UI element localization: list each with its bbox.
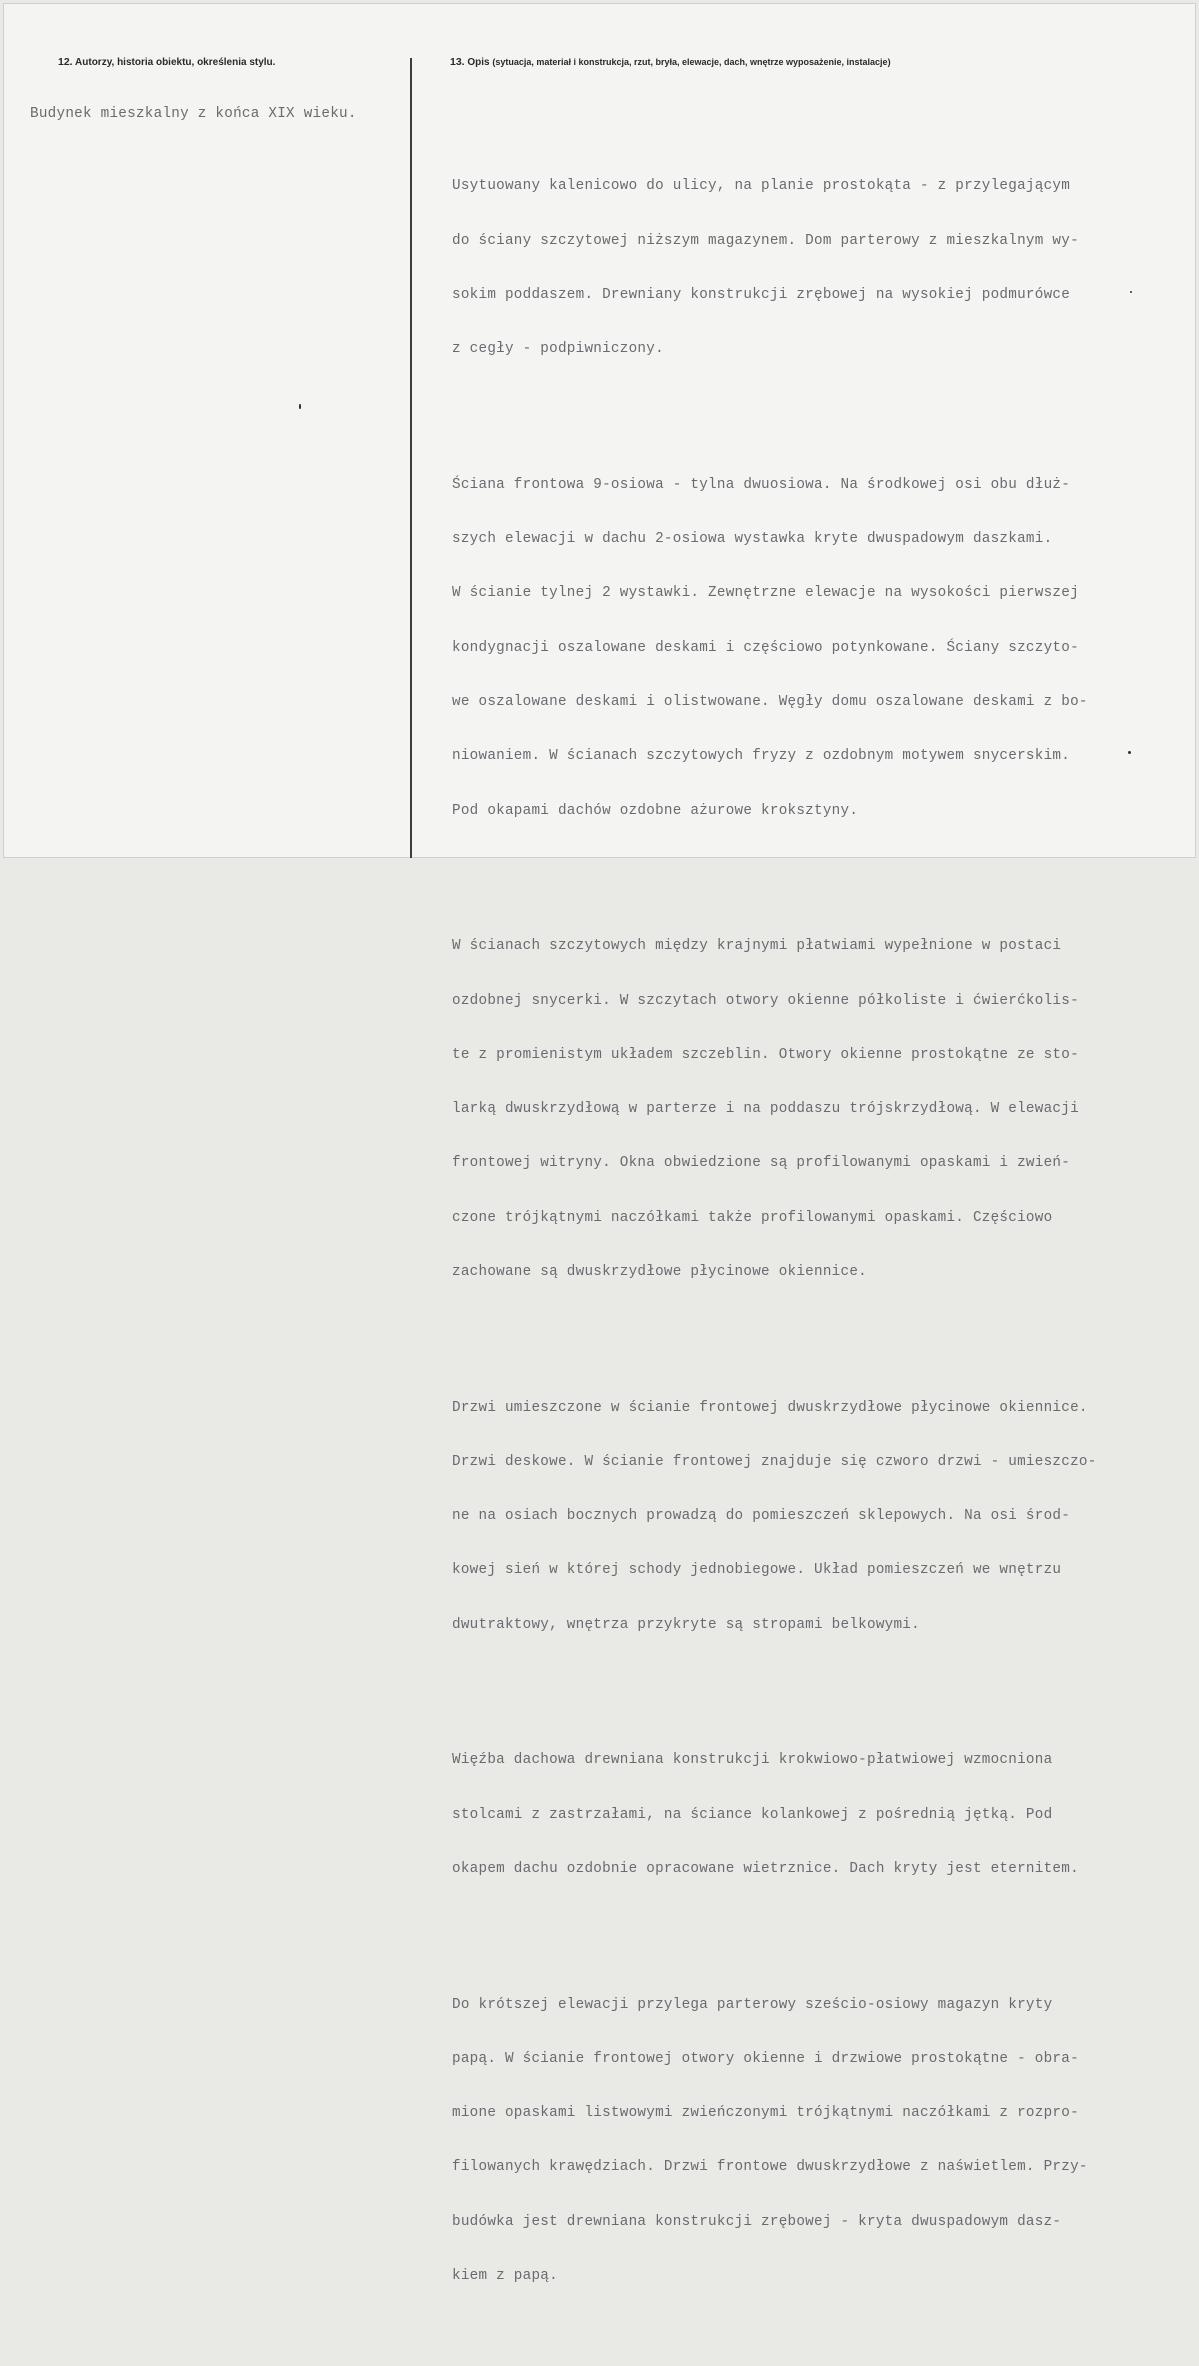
- description-paragraph: [452, 1715, 1192, 1914]
- description-line: W ścianach szczytowych między krajnymi płatwiami wypełnione w postaci: [452, 938, 1062, 955]
- description-line: kowej sień w której schody jednobiegowe. Układ pomieszczeń we wnętrzu: [452, 1562, 1062, 1579]
- ink-speck: [1128, 751, 1131, 754]
- description-paragraph: [452, 1959, 1192, 2321]
- description-line: mione opaskami listwowymi zwieńczonymi trójkątnymi naczółkami z rozpro-: [452, 2105, 1079, 2122]
- column-divider: [410, 58, 412, 858]
- description-line: niowaniem. W ścianach szczytowych fryzy z ozdobnym motywem snycerskim.: [452, 748, 1071, 765]
- section-13-header: [450, 57, 891, 68]
- description-paragraph: [452, 901, 1192, 1317]
- section-13-subtitle: (sytuacja, materiał i konstrukcja, rzut, bryła, elewacje, dach, wnętrze wyposażenie, instalacje): [492, 57, 891, 67]
- description-paragraph: [452, 141, 1192, 394]
- description-line: stolcami z zastrzałami, na ściance kolankowej z pośrednią jętką. Pod: [452, 1806, 1053, 1823]
- description-line: Więźba dachowa drewniana konstrukcji krokwiowo-płatwiowej wzmocniona: [452, 1752, 1053, 1769]
- description-line: frontowej witryny. Okna obwiedzione są profilowanymi opaskami i zwień-: [452, 1155, 1071, 1172]
- description-line: dwutraktowy, wnętrza przykryte są stropami belkowymi.: [452, 1616, 920, 1633]
- description-line: okapem dachu ozdobnie opracowane wietrznice. Dach kryty jest eternitem.: [452, 1860, 1079, 1877]
- description-paragraph: [452, 440, 1192, 856]
- ink-speck: [299, 404, 301, 409]
- authors-history-entry: Budynek mieszkalny z końca XIX wieku.: [30, 106, 357, 122]
- description-column: [452, 105, 1192, 2366]
- section-12-number: 12.: [58, 56, 73, 68]
- description-line: budówka jest drewniana konstrukcji zrębowej - kryta dwuspadowym dasz-: [452, 2213, 1062, 2230]
- description-line: we oszalowane deskami i olistwowane. Węgły domu oszalowane deskami z bo-: [452, 694, 1088, 710]
- description-line: Usytuowany kalenicowo do ulicy, na planie prostokąta - z przylegającym: [452, 178, 1071, 195]
- description-line: Drzwi umieszczone w ścianie frontowej dwuskrzydłowe płycinowe okiennice.: [452, 1399, 1088, 1416]
- description-line: Drzwi deskowe. W ścianie frontowej znajduje się czworo drzwi - umieszczo-: [452, 1453, 1097, 1470]
- description-line: szych elewacji w dachu 2-osiowa wystawka kryte dwuspadowym daszkami.: [452, 531, 1053, 548]
- section-12-title: Autorzy, historia obiektu, określenia stylu.: [75, 57, 276, 68]
- description-line: te z promienistym układem szczeblin. Otwory okienne prostokątne ze sto-: [452, 1046, 1079, 1063]
- description-line: ne na osiach bocznych prowadzą do pomieszczeń sklepowych. Na osi środ-: [452, 1508, 1071, 1525]
- description-line: kondygnacji oszalowane deskami i częściowo potynkowane. Ściany szczyto-: [452, 639, 1079, 656]
- description-line: kiem z papą.: [452, 2267, 558, 2284]
- form-sheet: [3, 3, 1196, 2284]
- description-line: Pod okapami dachów ozdobne ażurowe kroksztyny.: [452, 802, 859, 819]
- ink-speck: [1130, 291, 1132, 293]
- description-line: z cegły - podpiwniczony.: [452, 341, 664, 358]
- section-13-number: 13.: [450, 56, 465, 68]
- description-paragraph: [452, 1362, 1192, 1670]
- section-13-title: Opis: [467, 57, 490, 68]
- description-line: do ściany szczytowej niższym magazynem. Dom parterowy z mieszkalnym wy-: [452, 232, 1079, 249]
- description-line: W ścianie tylnej 2 wystawki. Zewnętrzne elewacje na wysokości pierwszej: [452, 585, 1079, 602]
- description-line: ozdobnej snycerki. W szczytach otwory okienne półkoliste i ćwierćkolis-: [452, 992, 1079, 1009]
- description-line: papą. W ścianie frontowej otwory okienne i drzwiowe prostokątne - obra-: [452, 2050, 1079, 2067]
- description-line: zachowane są dwuskrzydłowe płycinowe okiennice.: [452, 1263, 867, 1280]
- description-line: czone trójkątnymi naczółkami także profilowanymi opaskami. Częściowo: [452, 1209, 1053, 1226]
- description-line: Do krótszej elewacji przylega parterowy sześcio-osiowy magazyn kryty: [452, 1996, 1053, 2013]
- description-line: Ściana frontowa 9-osiowa - tylna dwuosiowa. Na środkowej osi obu dłuż-: [452, 476, 1071, 493]
- description-line: filowanych krawędziach. Drzwi frontowe dwuskrzydłowe z naświetlem. Przy-: [452, 2159, 1088, 2176]
- description-line: larką dwuskrzydłową w parterze i na poddaszu trójskrzydłową. W elewacji: [452, 1101, 1079, 1118]
- description-line: sokim poddaszem. Drewniany konstrukcji zrębowej na wysokiej podmurówce: [452, 286, 1071, 303]
- section-12-header: [58, 57, 275, 68]
